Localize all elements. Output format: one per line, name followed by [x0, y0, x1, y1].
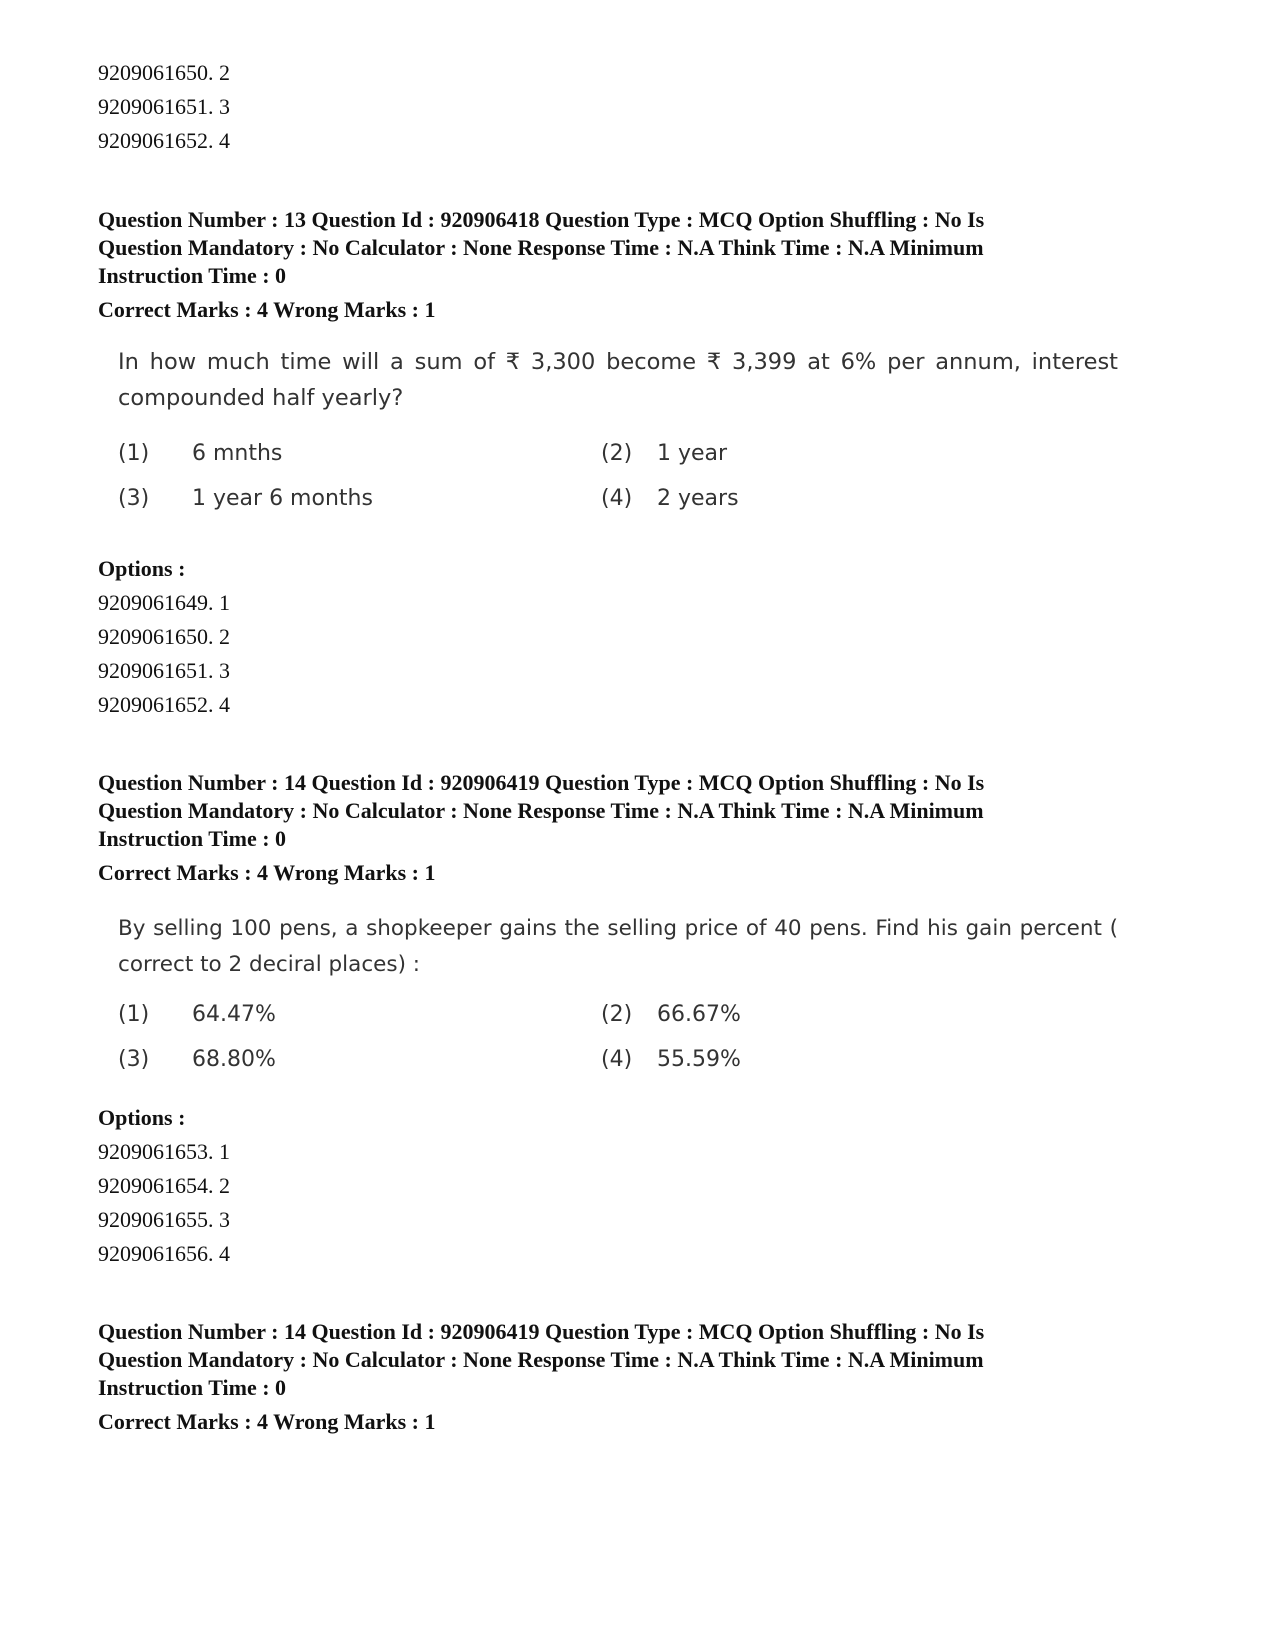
choice [601, 1045, 741, 1075]
marks-line: Correct Marks : 4 Wrong Marks : 1 [98, 297, 436, 322]
question-meta-line: Instruction Time : 0 [98, 1375, 287, 1400]
choice-number: (3) [118, 486, 150, 511]
option-line: 9209061653. 1 [98, 1139, 230, 1164]
question-image [118, 344, 1118, 524]
option-line: 9209061652. 4 [98, 692, 230, 717]
question-meta-line: Question Mandatory : No Calculator : None Response Time : N.A Think Time : N.A Minimum [98, 1347, 984, 1372]
question-meta-line: Question Number : 13 Question Id : 920906418 Question Type : MCQ Option Shuffling : No Is [98, 207, 985, 232]
choice-text: 64.47% [192, 1002, 276, 1027]
choice [601, 1000, 741, 1030]
choice-number: (2) [601, 441, 633, 466]
choice-text: 6 mnths [192, 441, 283, 466]
choice-number: (4) [601, 1047, 633, 1072]
question-meta-line: Question Number : 14 Question Id : 920906419 Question Type : MCQ Option Shuffling : No Is [98, 1319, 985, 1344]
question-meta-line: Instruction Time : 0 [98, 826, 287, 851]
choice [601, 484, 739, 514]
question-meta [98, 206, 1108, 290]
choice-number: (2) [601, 1002, 633, 1027]
choice [118, 439, 282, 469]
choice [118, 1000, 276, 1030]
choice-text: 2 years [657, 486, 739, 511]
question-meta [98, 1318, 1108, 1402]
marks-line: Correct Marks : 4 Wrong Marks : 1 [98, 860, 436, 885]
option-line: 9209061652. 4 [98, 128, 230, 153]
options-heading: Options : [98, 1105, 186, 1130]
option-line: 9209061651. 3 [98, 658, 230, 683]
question-meta-line: Instruction Time : 0 [98, 263, 287, 288]
options-heading: Options : [98, 556, 186, 581]
choice [601, 439, 727, 469]
question-image [118, 911, 1118, 1081]
question-meta-line: Question Number : 14 Question Id : 920906419 Question Type : MCQ Option Shuffling : No Is [98, 770, 985, 795]
choice-number: (4) [601, 486, 633, 511]
marks-line: Correct Marks : 4 Wrong Marks : 1 [98, 1409, 436, 1434]
option-line: 9209061649. 1 [98, 590, 230, 615]
choice [118, 484, 373, 514]
option-line: 9209061651. 3 [98, 94, 230, 119]
option-line: 9209061650. 2 [98, 624, 230, 649]
choice-text: 66.67% [657, 1002, 741, 1027]
choice-text: 55.59% [657, 1047, 741, 1072]
question-meta [98, 769, 1108, 853]
question-text: In how much time will a sum of ₹ 3,300 become ₹ 3,399 at 6% per annum, interest compounded half yearly? [118, 349, 1118, 411]
choice-number: (3) [118, 1047, 150, 1072]
option-line: 9209061654. 2 [98, 1173, 230, 1198]
question-text: By selling 100 pens, a shopkeeper gains the selling price of 40 pens. Find his gain percent ( correct to 2 deciral places) : [118, 916, 1118, 977]
question-meta-line: Question Mandatory : No Calculator : None Response Time : N.A Think Time : N.A Minimum [98, 235, 984, 260]
choice-number: (1) [118, 1002, 150, 1027]
choice-number: (1) [118, 441, 150, 466]
choice [118, 1045, 276, 1075]
option-line: 9209061656. 4 [98, 1241, 230, 1266]
question-meta-line: Question Mandatory : No Calculator : None Response Time : N.A Think Time : N.A Minimum [98, 798, 984, 823]
choice-text: 1 year 6 months [192, 486, 373, 511]
choice-text: 68.80% [192, 1047, 276, 1072]
choice-text: 1 year [657, 441, 728, 466]
option-line: 9209061650. 2 [98, 60, 230, 85]
option-line: 9209061655. 3 [98, 1207, 230, 1232]
